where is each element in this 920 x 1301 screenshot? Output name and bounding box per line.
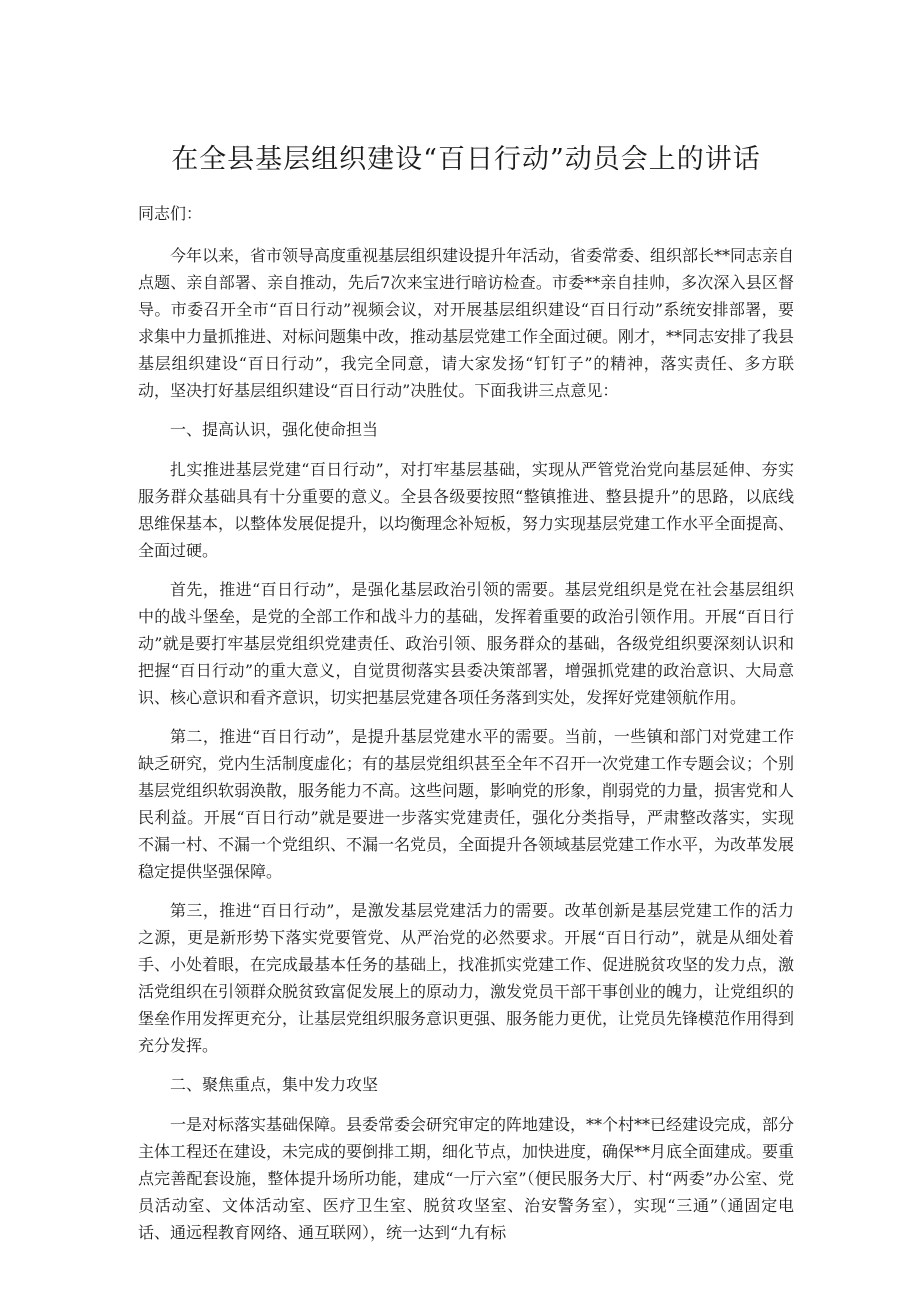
document-title: 在全县基层组织建设“百日行动”动员会上的讲话 bbox=[171, 144, 761, 175]
paragraph-section2-first: 一是对标落实基础保障。县委常委会研究审定的阵地建设，**个村**已经建设完成，部分主体工程还在建设，未完成的要倒排工期，细化节点，加快进度，确保**月底全面建成。要重点完善配套设施，整体提升场所功能，建成“一厅六室”（便民服务大厅、村“两委”办公室、党员活动室、文体活动室、医疗卫生室、脱贫攻坚室、治安警务室），实现“三通”（通固定电话、通远程教育网络、通互联网），统一达到“九有标 bbox=[138, 1115, 795, 1242]
paragraph-first-point: 首先，推进“百日行动”，是强化基层政治引领的需要。基层党组织是党在社会基层组织中的战斗堡垒，是党的全部工作和战斗力的基础，发挥着重要的政治引领作用。开展“百日行动”就是要打牢基层党组织党建责任、政治引领、服务群众的基础，各级党组织要深刻认识和把握“百日行动”的重大意义，自觉贯彻落实县委决策部署，增强抓党建的政治意识、大局意识、核心意识和看齐意识，切实把基层党建各项任务落到实处，发挥好党建领航作用。 bbox=[138, 580, 794, 707]
document-page bbox=[138, 140, 794, 1258]
paragraph-section1-overview: 扎实推进基层党建“百日行动”，对打牢基层基础，实现从严管党治党向基层延伸、夯实服务群众基础具有十分重要的意义。全县各级要按照“整镇推进、整县提升”的思路，以底线思维保基本，以整体发展促提升，以均衡理念补短板，努力实现基层党建工作水平全面提高、全面过硬。 bbox=[138, 460, 795, 560]
salutation: 同志们： bbox=[138, 204, 203, 223]
paragraph-third-point: 第三，推进“百日行动”，是激发基层党建活力的需要。改革创新是基层党建工作的活力之源，更是新形势下落实党要管党、从严治党的必然要求。开展“百日行动”，就是从细处着手、小处着眼，在完成最基本任务的基础上，找准抓实党建工作、促进脱贫攻坚的发力点，激活党组织在引领群众脱贫致富促发展上的原动力，激发党员干部干事创业的魄力，让党组织的堡垒作用发挥更充分，让基层党组织服务意识更强、服务能力更优，让党员先锋模范作用得到充分发挥。 bbox=[138, 901, 795, 1055]
paragraph-intro: 今年以来，省市领导高度重视基层组织建设提升年活动，省委常委、组织部长**同志亲自点题、亲自部署、亲自推动，先后7次来宝进行暗访检查。市委**亲自挂帅，多次深入县区督导。市委召开全市“百日行动”视频会议，对开展基层组织建设“百日行动”系统安排部署，要求集中力量抓推进、对标问题集中改，推动基层党建工作全面过硬。刚才，**同志安排了我县基层组织建设“百日行动”，我完全同意，请大家发扬“钉钉子”的精神，落实责任、多方联动，坚决打好基层组织建设“百日行动”决胜仗。下面我讲三点意见： bbox=[138, 246, 795, 400]
paragraph-second-point: 第二，推进“百日行动”，是提升基层党建水平的需要。当前，一些镇和部门对党建工作缺乏研究，党内生活制度虚化；有的基层党组织甚至全年不召开一次党建工作专题会议；个别基层党组织软弱涣散，服务能力不高。这些问题，影响党的形象，削弱党的力量，损害党和人民利益。开展“百日行动”就是要进一步落实党建责任，强化分类指导，严肃整改落实，实现不漏一村、不漏一个党组织、不漏一名党员，全面提升各领域基层党建工作水平，为改革发展稳定提供坚强保障。 bbox=[138, 727, 795, 881]
section-heading-2: 二、聚焦重点，集中发力攻坚 bbox=[170, 1075, 379, 1094]
section-heading-1: 一、提高认识，强化使命担当 bbox=[170, 420, 379, 439]
